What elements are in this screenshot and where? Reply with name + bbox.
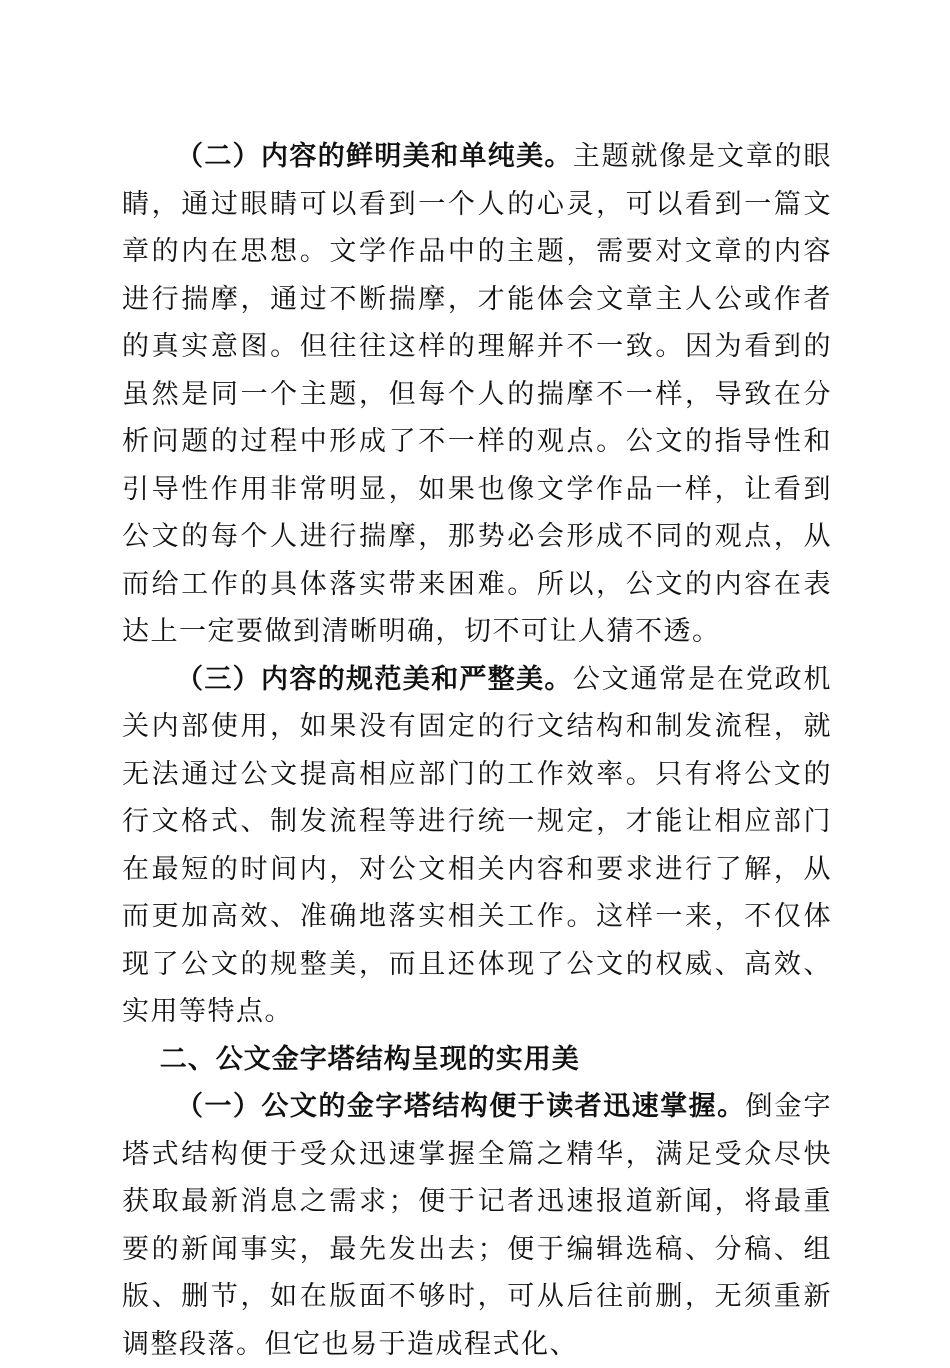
paragraph-text: 公文通常是在党政机关内部使用，如果没有固定的行文结构和制发流程，就无法通过公文提高相应部门的工作效率。只有将公文的行文格式、制发流程等进行统一规定，才能让相应部门在最短的时间内，对公文相关内容和要求进行了解，从而更加高效、准确地落实相关工作。这样一来，不仅体现了公文的规整美，而且还体现了公文的权威、高效、实用等特点。 bbox=[122, 663, 833, 1027]
paragraph-text: 主题就像是文章的眼睛，通过眼睛可以看到一个人的心灵，可以看到一篇文章的内在思想。文学作品中的主题，需要对文章的内容进行揣摩，通过不断揣摩，才能体会文章主人公或作者的真实意图。但往往这样的理解并不一致。因为看到的虽然是同一个主题，但每个人的揣摩不一样，导致在分析问题的过程中形成了不一样的观点。公文的指导性和引导性作用非常明显，如果也像文学作品一样，让看到公文的每个人进行揣摩，那势必会形成不同的观点，从而给工作的具体落实带来困难。所以，公文的内容在表达上一定要做到清晰明确，切不可让人猜不透。 bbox=[122, 141, 833, 647]
paragraph-pyramid-structure bbox=[122, 1083, 832, 1368]
section-heading: 二、公文金字塔结构呈现的实用美 bbox=[159, 1043, 580, 1075]
paragraph-lead: （二）内容的鲜明美和单纯美。 bbox=[176, 141, 573, 172]
paragraph-text: 倒金字塔式结构便于受众迅速掌握全篇之精华，满足受众尽快获取最新消息之需求；便于记者迅速报道新闻，将最重要的新闻事实，最先发出去；便于编辑选稿、分稿、组版、删节，如在版面不够时，可从后往前删，无须重新调整段落。但它也易于造成程式化、 bbox=[122, 1091, 833, 1360]
paragraph-content-clarity bbox=[122, 133, 832, 656]
paragraph-lead: （三）内容的规范美和严整美。 bbox=[176, 663, 573, 695]
paragraph-lead: （一）公文的金字塔结构便于读者迅速掌握。 bbox=[176, 1091, 746, 1122]
paragraph-content-standard bbox=[122, 656, 832, 1036]
document-body bbox=[122, 133, 832, 1368]
